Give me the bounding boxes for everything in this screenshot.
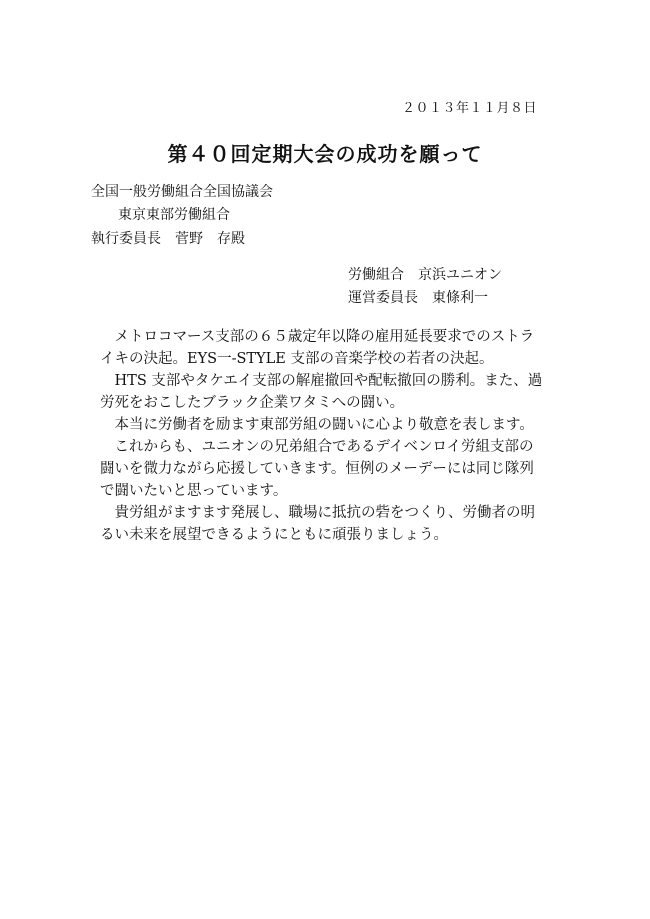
letter-date: ２０１３年１１月８日 <box>402 101 538 116</box>
body-paragraph: これからも、ユニオンの兄弟組合であるデイベンロイ労組支部の 闘いを微力ながら応援していきます。恒例のメーデーには同じ隊列 で闘いたいと思っています。 <box>100 439 534 499</box>
recipient-organization: 全国一般労働組合全国協議会 <box>91 184 273 200</box>
letter-title: 第４０回定期大会の成功を願って <box>167 142 483 166</box>
sender-person: 運営委員長 東條利一 <box>348 290 488 306</box>
sender-organization: 労働組合 京浜ユニオン <box>348 267 502 283</box>
body-paragraph: メトロコマース支部の６５歳定年以降の雇用延長要求でのストラ イキの決起。EYS一-STYLE 支部の音楽学校の若者の決起。 <box>100 329 535 367</box>
body-paragraph: 本当に労働者を励ます東部労組の闘いに心より敬意を表します。 <box>114 417 534 433</box>
letter-body <box>100 326 560 546</box>
recipient-branch: 東京東部労働組合 <box>118 207 230 223</box>
body-paragraph: HTS 支部やタケエイ支部の解雇撤回や配転撤回の勝利。また、過 労死をおこしたブラック企業ワタミへの闘い。 <box>100 373 543 411</box>
recipient-person: 執行委員長 菅野 存殿 <box>91 231 245 247</box>
body-paragraph: 貴労組がますます発展し、職場に抵抗の砦をつくり、労働者の明 るい未来を展望できるようにともに頑張りましょう。 <box>100 505 535 543</box>
